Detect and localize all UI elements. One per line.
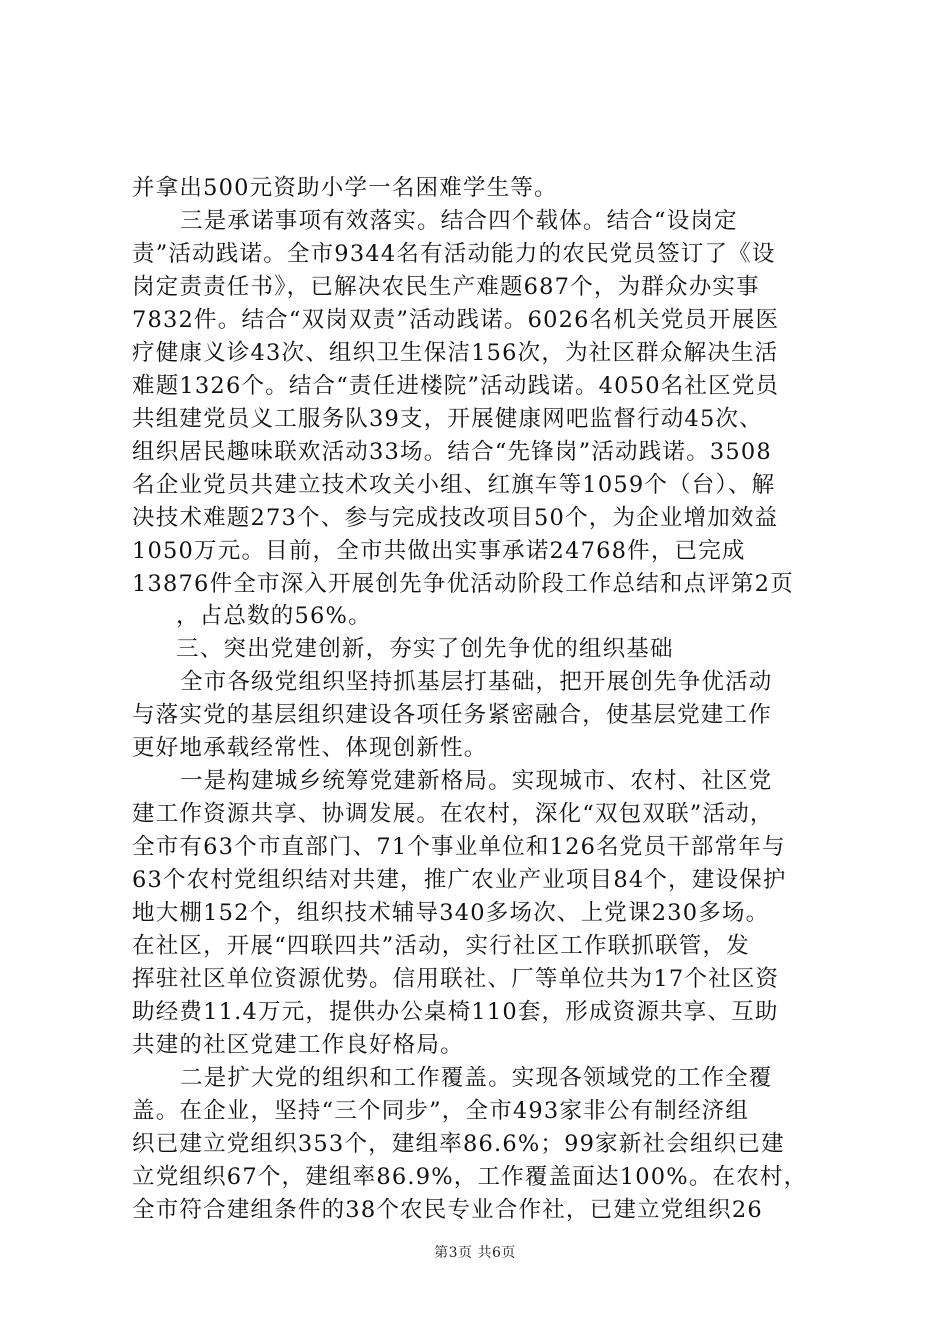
paragraph-start-line: 二是扩大党的组织和工作覆盖。实现各领域党的工作全覆	[180, 1065, 773, 1091]
text-line: 疗健康义诊43次、组织卫生保洁156次，为社区群众解决生活	[132, 340, 779, 366]
text-line: 责”活动践诺。全市9344名有活动能力的农民党员签订了《设	[132, 241, 776, 267]
text-line: 决技术难题273个、参与完成技改项目50个，为企业增加效益	[132, 505, 779, 531]
text-line: 共建的社区党建工作良好格局。	[132, 1032, 464, 1058]
text-line: 全市有63个市直部门、71个事业单位和126名党员干部常年与	[132, 834, 786, 860]
text-line: 挥驻社区单位资源优势。信用联社、厂等单位共为17个社区资	[132, 966, 780, 992]
paragraph-start-line: 一是构建城乡统筹党建新格局。实现城市、农村、社区党	[180, 768, 773, 794]
text-line: 1050万元。目前，全市共做出实事承诺24768件，已完成	[132, 538, 746, 564]
text-line: 在社区，开展“四联四共”活动，实行社区工作联抓联管，发	[132, 933, 750, 959]
text-block-main	[132, 600, 832, 1227]
text-line: 组织居民趣味联欢活动33场。结合“先锋岗”活动践诺。3508	[132, 439, 772, 465]
text-line: 地大棚152个，组织技术辅导340多场次、上党课230多场。	[132, 900, 770, 926]
text-line: 名企业党员共建立技术攻关小组、红旗车等1059个（台）、解	[132, 472, 776, 498]
text-line: 织已建立党组织353个，建组率86.6%；99家新社会组织已建	[132, 1131, 785, 1157]
text-line: 盖。在企业，坚持“三个同步”，全市493家非公有制经济组	[132, 1098, 750, 1124]
text-line: 建工作资源共享、协调发展。在农村，深化“双包双联”活动，	[132, 801, 774, 827]
text-line: 难题1326个。结合“责任进楼院”活动践诺。4050名社区党员	[132, 373, 780, 399]
text-line: 立党组织67个，建组率86.9%，工作覆盖面达100%。在农村，	[132, 1164, 808, 1190]
section-heading: 三、突出党建创新，夯实了创先争优的组织基础	[176, 636, 674, 662]
text-line: 63个农村党组织结对共建，推广农业产业项目84个，建设保护	[132, 867, 787, 893]
text-line: 并拿出500元资助小学一名困难学生等。	[132, 175, 558, 201]
text-line: 共组建党员义工服务队39支，开展健康网吧监督行动45次、	[132, 406, 763, 432]
text-line: 13876件全市深入开展创先争优活动阶段工作总结和点评第2页	[132, 571, 794, 597]
text-line: 岗定责责任书》，已解决农民生产难题687个，为群众办实事	[132, 274, 760, 300]
text-line: 7832件。结合“双岗双责”活动践诺。6026名机关党员开展医	[132, 307, 780, 333]
text-line: 更好地承载经常性、体现创新性。	[132, 735, 488, 761]
paragraph-start-line: 三是承诺事项有效落实。结合四个载体。结合“设岗定	[180, 208, 738, 234]
page-footer: 第3页 共6页	[434, 1245, 516, 1261]
text-line: 全市符合建组条件的38个农民专业合作社，已建立党组织26	[132, 1197, 763, 1223]
text-line: ，占总数的56%。	[176, 603, 372, 629]
paragraph-start-line: 全市各级党组织坚持抓基层打基础，把开展创先争优活动	[180, 669, 773, 695]
text-line: 与落实党的基层组织建设各项任务紧密融合，使基层党建工作	[132, 702, 772, 728]
text-block-top	[132, 172, 832, 601]
text-line: 助经费11.4万元，提供办公桌椅110套，形成资源共享、互助	[132, 999, 779, 1025]
